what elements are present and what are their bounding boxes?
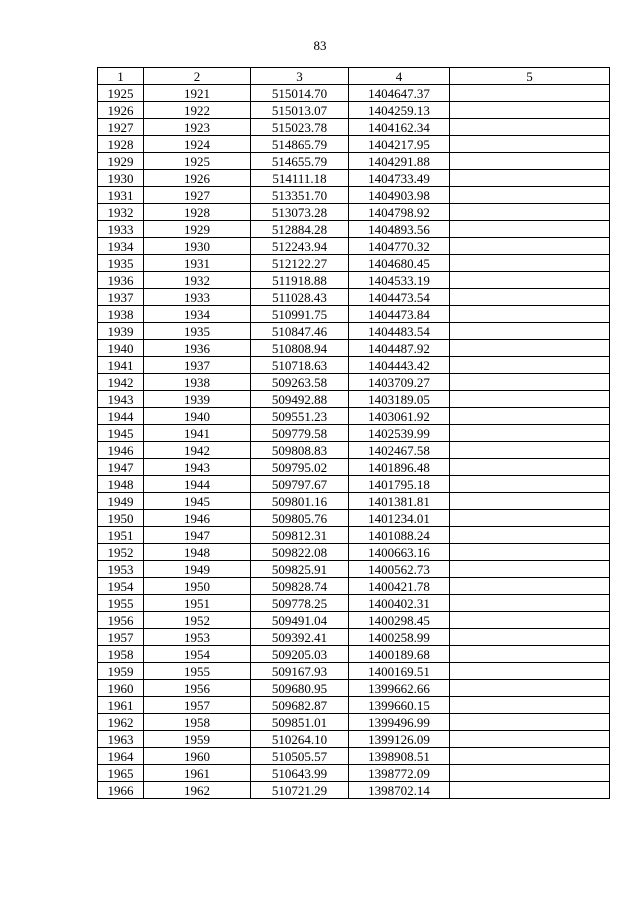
table-cell-col-4: 1404798.92 [349,204,450,221]
table-cell-col-4: 1399126.09 [349,731,450,748]
table-row [98,306,610,323]
table-cell-col-2: 1936 [144,340,251,357]
table-cell-col-5 [450,102,610,119]
table-cell-col-3: 509851.01 [251,714,349,731]
table-cell-col-5 [450,544,610,561]
table-cell-col-5 [450,306,610,323]
table-cell-col-2: 1938 [144,374,251,391]
table-cell-col-3: 515013.07 [251,102,349,119]
table-cell-col-1: 1957 [98,629,144,646]
table-cell-col-2: 1939 [144,391,251,408]
table-row [98,714,610,731]
table-cell-col-5 [450,408,610,425]
table-cell-col-3: 509392.41 [251,629,349,646]
table-cell-col-4: 1404893.56 [349,221,450,238]
table-cell-col-2: 1952 [144,612,251,629]
table-row [98,748,610,765]
table-cell-col-3: 510721.29 [251,782,349,799]
column-header-5: 5 [450,68,610,85]
table-cell-col-3: 509825.91 [251,561,349,578]
table-cell-col-1: 1936 [98,272,144,289]
table-row [98,544,610,561]
table-row [98,102,610,119]
table-cell-col-2: 1951 [144,595,251,612]
table-cell-col-5 [450,391,610,408]
table-cell-col-4: 1400169.51 [349,663,450,680]
table-row [98,527,610,544]
page-number: 83 [313,38,327,53]
table-cell-col-1: 1926 [98,102,144,119]
table-row [98,782,610,799]
table-cell-col-1: 1947 [98,459,144,476]
table-cell-col-2: 1945 [144,493,251,510]
table-cell-col-1: 1930 [98,170,144,187]
table-cell-col-2: 1922 [144,102,251,119]
table-row [98,510,610,527]
table-row [98,272,610,289]
table-row [98,442,610,459]
table-cell-col-5 [450,782,610,799]
table-cell-col-5 [450,510,610,527]
table-cell-col-4: 1403709.27 [349,374,450,391]
table-cell-col-2: 1925 [144,153,251,170]
table-cell-col-4: 1404259.13 [349,102,450,119]
table-cell-col-5 [450,289,610,306]
table-cell-col-5 [450,204,610,221]
table-cell-col-2: 1923 [144,119,251,136]
table-cell-col-4: 1401795.18 [349,476,450,493]
table-cell-col-5 [450,663,610,680]
table-cell-col-5 [450,578,610,595]
table-cell-col-4: 1404533.19 [349,272,450,289]
table-cell-col-3: 511918.88 [251,272,349,289]
table-cell-col-1: 1944 [98,408,144,425]
table-cell-col-1: 1945 [98,425,144,442]
table-row [98,323,610,340]
table-cell-col-4: 1400402.31 [349,595,450,612]
table-cell-col-5 [450,561,610,578]
table-cell-col-1: 1951 [98,527,144,544]
table-cell-col-4: 1404443.42 [349,357,450,374]
table-cell-col-3: 510264.10 [251,731,349,748]
table-cell-col-5 [450,187,610,204]
table-cell-col-5 [450,714,610,731]
table-row [98,85,610,102]
table-cell-col-5 [450,646,610,663]
table-cell-col-1: 1929 [98,153,144,170]
table-row [98,612,610,629]
table-cell-col-2: 1941 [144,425,251,442]
table-cell-col-1: 1966 [98,782,144,799]
table-cell-col-5 [450,136,610,153]
table-cell-col-5 [450,170,610,187]
table-cell-col-2: 1950 [144,578,251,595]
table-cell-col-4: 1404483.54 [349,323,450,340]
table-cell-col-3: 510808.94 [251,340,349,357]
table-row [98,289,610,306]
table-cell-col-3: 509551.23 [251,408,349,425]
table-cell-col-3: 509491.04 [251,612,349,629]
table-cell-col-1: 1955 [98,595,144,612]
table-cell-col-3: 509812.31 [251,527,349,544]
table-cell-col-2: 1956 [144,680,251,697]
table-cell-col-4: 1400298.45 [349,612,450,629]
table-cell-col-2: 1957 [144,697,251,714]
table-cell-col-1: 1931 [98,187,144,204]
table-cell-col-3: 512122.27 [251,255,349,272]
table-cell-col-3: 515014.70 [251,85,349,102]
table-row [98,459,610,476]
table-cell-col-1: 1943 [98,391,144,408]
table-cell-col-1: 1952 [98,544,144,561]
table-cell-col-2: 1921 [144,85,251,102]
table-row [98,221,610,238]
table-cell-col-1: 1933 [98,221,144,238]
table-cell-col-3: 509828.74 [251,578,349,595]
table-cell-col-1: 1949 [98,493,144,510]
table-cell-col-1: 1961 [98,697,144,714]
coordinate-table [97,67,610,799]
table-cell-col-1: 1934 [98,238,144,255]
table-cell-col-5 [450,119,610,136]
table-cell-col-3: 513073.28 [251,204,349,221]
table-row [98,629,610,646]
table-cell-col-5 [450,442,610,459]
table-cell-col-4: 1401896.48 [349,459,450,476]
table-cell-col-2: 1935 [144,323,251,340]
table-cell-col-2: 1940 [144,408,251,425]
table-cell-col-3: 509805.76 [251,510,349,527]
table-cell-col-3: 509492.88 [251,391,349,408]
table-cell-col-4: 1404647.37 [349,85,450,102]
table-cell-col-1: 1942 [98,374,144,391]
table-cell-col-3: 510991.75 [251,306,349,323]
table-cell-col-2: 1928 [144,204,251,221]
table-cell-col-1: 1953 [98,561,144,578]
table-cell-col-5 [450,221,610,238]
table-cell-col-1: 1940 [98,340,144,357]
table-cell-col-2: 1955 [144,663,251,680]
table-cell-col-4: 1404733.49 [349,170,450,187]
table-cell-col-2: 1930 [144,238,251,255]
table-cell-col-5 [450,85,610,102]
table-cell-col-4: 1404473.84 [349,306,450,323]
table-cell-col-3: 509822.08 [251,544,349,561]
table-row [98,340,610,357]
table-cell-col-1: 1932 [98,204,144,221]
table-cell-col-2: 1958 [144,714,251,731]
table-cell-col-3: 509205.03 [251,646,349,663]
table-cell-col-5 [450,493,610,510]
table-cell-col-5 [450,731,610,748]
table-row [98,595,610,612]
table-cell-col-4: 1404162.34 [349,119,450,136]
table-cell-col-2: 1946 [144,510,251,527]
table-cell-col-2: 1944 [144,476,251,493]
table-cell-col-3: 509167.93 [251,663,349,680]
table-cell-col-1: 1928 [98,136,144,153]
column-header-3: 3 [251,68,349,85]
table-cell-col-4: 1398702.14 [349,782,450,799]
table-row [98,731,610,748]
table-cell-col-4: 1400421.78 [349,578,450,595]
table-row [98,238,610,255]
table-cell-col-4: 1400258.99 [349,629,450,646]
table-cell-col-5 [450,680,610,697]
table-row [98,374,610,391]
table-cell-col-2: 1929 [144,221,251,238]
table-cell-col-1: 1939 [98,323,144,340]
table-cell-col-3: 512884.28 [251,221,349,238]
table-cell-col-2: 1927 [144,187,251,204]
table-body [98,85,610,799]
table-row [98,646,610,663]
table-cell-col-3: 512243.94 [251,238,349,255]
table-cell-col-4: 1403189.05 [349,391,450,408]
table-cell-col-2: 1960 [144,748,251,765]
table-cell-col-2: 1962 [144,782,251,799]
table-cell-col-3: 509680.95 [251,680,349,697]
table-cell-col-2: 1959 [144,731,251,748]
table-row [98,408,610,425]
table-cell-col-1: 1962 [98,714,144,731]
table-cell-col-4: 1401381.81 [349,493,450,510]
table-cell-col-5 [450,459,610,476]
table-row [98,187,610,204]
table-cell-col-2: 1933 [144,289,251,306]
table-cell-col-1: 1963 [98,731,144,748]
header-row [98,68,610,85]
table-cell-col-3: 509263.58 [251,374,349,391]
table-cell-col-1: 1925 [98,85,144,102]
table-cell-col-3: 514865.79 [251,136,349,153]
table-cell-col-3: 509795.02 [251,459,349,476]
table-cell-col-2: 1932 [144,272,251,289]
table-cell-col-4: 1400663.16 [349,544,450,561]
table-row [98,136,610,153]
table-cell-col-5 [450,595,610,612]
table-cell-col-5 [450,374,610,391]
table-cell-col-3: 510643.99 [251,765,349,782]
table-cell-col-1: 1937 [98,289,144,306]
table-cell-col-5 [450,153,610,170]
table-cell-col-4: 1399660.15 [349,697,450,714]
table-row [98,476,610,493]
table-cell-col-4: 1404680.45 [349,255,450,272]
table-cell-col-5 [450,765,610,782]
table-cell-col-4: 1400562.73 [349,561,450,578]
table-cell-col-1: 1935 [98,255,144,272]
table-cell-col-3: 509682.87 [251,697,349,714]
table-cell-col-4: 1404291.88 [349,153,450,170]
table-row [98,561,610,578]
table-cell-col-1: 1959 [98,663,144,680]
table-cell-col-3: 513351.70 [251,187,349,204]
table-cell-col-2: 1961 [144,765,251,782]
table-cell-col-3: 515023.78 [251,119,349,136]
table-cell-col-3: 509801.16 [251,493,349,510]
table-cell-col-1: 1946 [98,442,144,459]
table-cell-col-4: 1399496.99 [349,714,450,731]
table-cell-col-5 [450,629,610,646]
table-cell-col-4: 1401088.24 [349,527,450,544]
table-cell-col-4: 1403061.92 [349,408,450,425]
table-cell-col-2: 1953 [144,629,251,646]
table-cell-col-4: 1404770.32 [349,238,450,255]
table-cell-col-1: 1941 [98,357,144,374]
table-row [98,663,610,680]
table-cell-col-4: 1401234.01 [349,510,450,527]
table-row [98,357,610,374]
table-cell-col-2: 1954 [144,646,251,663]
table-cell-col-4: 1404487.92 [349,340,450,357]
table-row [98,765,610,782]
table-cell-col-2: 1934 [144,306,251,323]
table-cell-col-4: 1398908.51 [349,748,450,765]
table-row [98,425,610,442]
table-row [98,391,610,408]
table-cell-col-3: 514111.18 [251,170,349,187]
column-header-4: 4 [349,68,450,85]
table-cell-col-1: 1958 [98,646,144,663]
table-cell-col-4: 1398772.09 [349,765,450,782]
table-cell-col-1: 1950 [98,510,144,527]
table-cell-col-5 [450,272,610,289]
table-cell-col-5 [450,238,610,255]
table-cell-col-5 [450,527,610,544]
table-row [98,119,610,136]
table-cell-col-4: 1404473.54 [349,289,450,306]
table-cell-col-4: 1404903.98 [349,187,450,204]
column-header-2: 2 [144,68,251,85]
table-cell-col-5 [450,612,610,629]
table-cell-col-5 [450,323,610,340]
table-cell-col-4: 1404217.95 [349,136,450,153]
table-cell-col-5 [450,748,610,765]
table-cell-col-4: 1400189.68 [349,646,450,663]
table-cell-col-5 [450,255,610,272]
table-cell-col-2: 1924 [144,136,251,153]
table-cell-col-5 [450,697,610,714]
table-cell-col-3: 509797.67 [251,476,349,493]
table-cell-col-1: 1948 [98,476,144,493]
table-cell-col-3: 514655.79 [251,153,349,170]
table-row [98,204,610,221]
table-cell-col-1: 1927 [98,119,144,136]
table-row [98,255,610,272]
table-cell-col-2: 1937 [144,357,251,374]
table-cell-col-2: 1926 [144,170,251,187]
table-cell-col-2: 1948 [144,544,251,561]
table-row [98,697,610,714]
table-cell-col-2: 1949 [144,561,251,578]
table-row [98,680,610,697]
table-row [98,578,610,595]
table-cell-col-2: 1943 [144,459,251,476]
table-row [98,153,610,170]
table-cell-col-1: 1965 [98,765,144,782]
column-header-1: 1 [98,68,144,85]
table-row [98,493,610,510]
table-cell-col-1: 1960 [98,680,144,697]
table-cell-col-3: 510847.46 [251,323,349,340]
table-cell-col-1: 1938 [98,306,144,323]
table-cell-col-2: 1947 [144,527,251,544]
table-cell-col-4: 1402539.99 [349,425,450,442]
table-cell-col-1: 1964 [98,748,144,765]
table-cell-col-3: 509808.83 [251,442,349,459]
table-cell-col-5 [450,425,610,442]
table-cell-col-5 [450,476,610,493]
table-cell-col-4: 1399662.66 [349,680,450,697]
table-cell-col-3: 509778.25 [251,595,349,612]
table-cell-col-3: 510718.63 [251,357,349,374]
table-cell-col-3: 511028.43 [251,289,349,306]
table-cell-col-5 [450,357,610,374]
table-cell-col-3: 509779.58 [251,425,349,442]
table-cell-col-2: 1931 [144,255,251,272]
table-cell-col-1: 1954 [98,578,144,595]
table-row [98,170,610,187]
table-cell-col-2: 1942 [144,442,251,459]
table-cell-col-1: 1956 [98,612,144,629]
table-cell-col-4: 1402467.58 [349,442,450,459]
table-cell-col-5 [450,340,610,357]
table-cell-col-3: 510505.57 [251,748,349,765]
